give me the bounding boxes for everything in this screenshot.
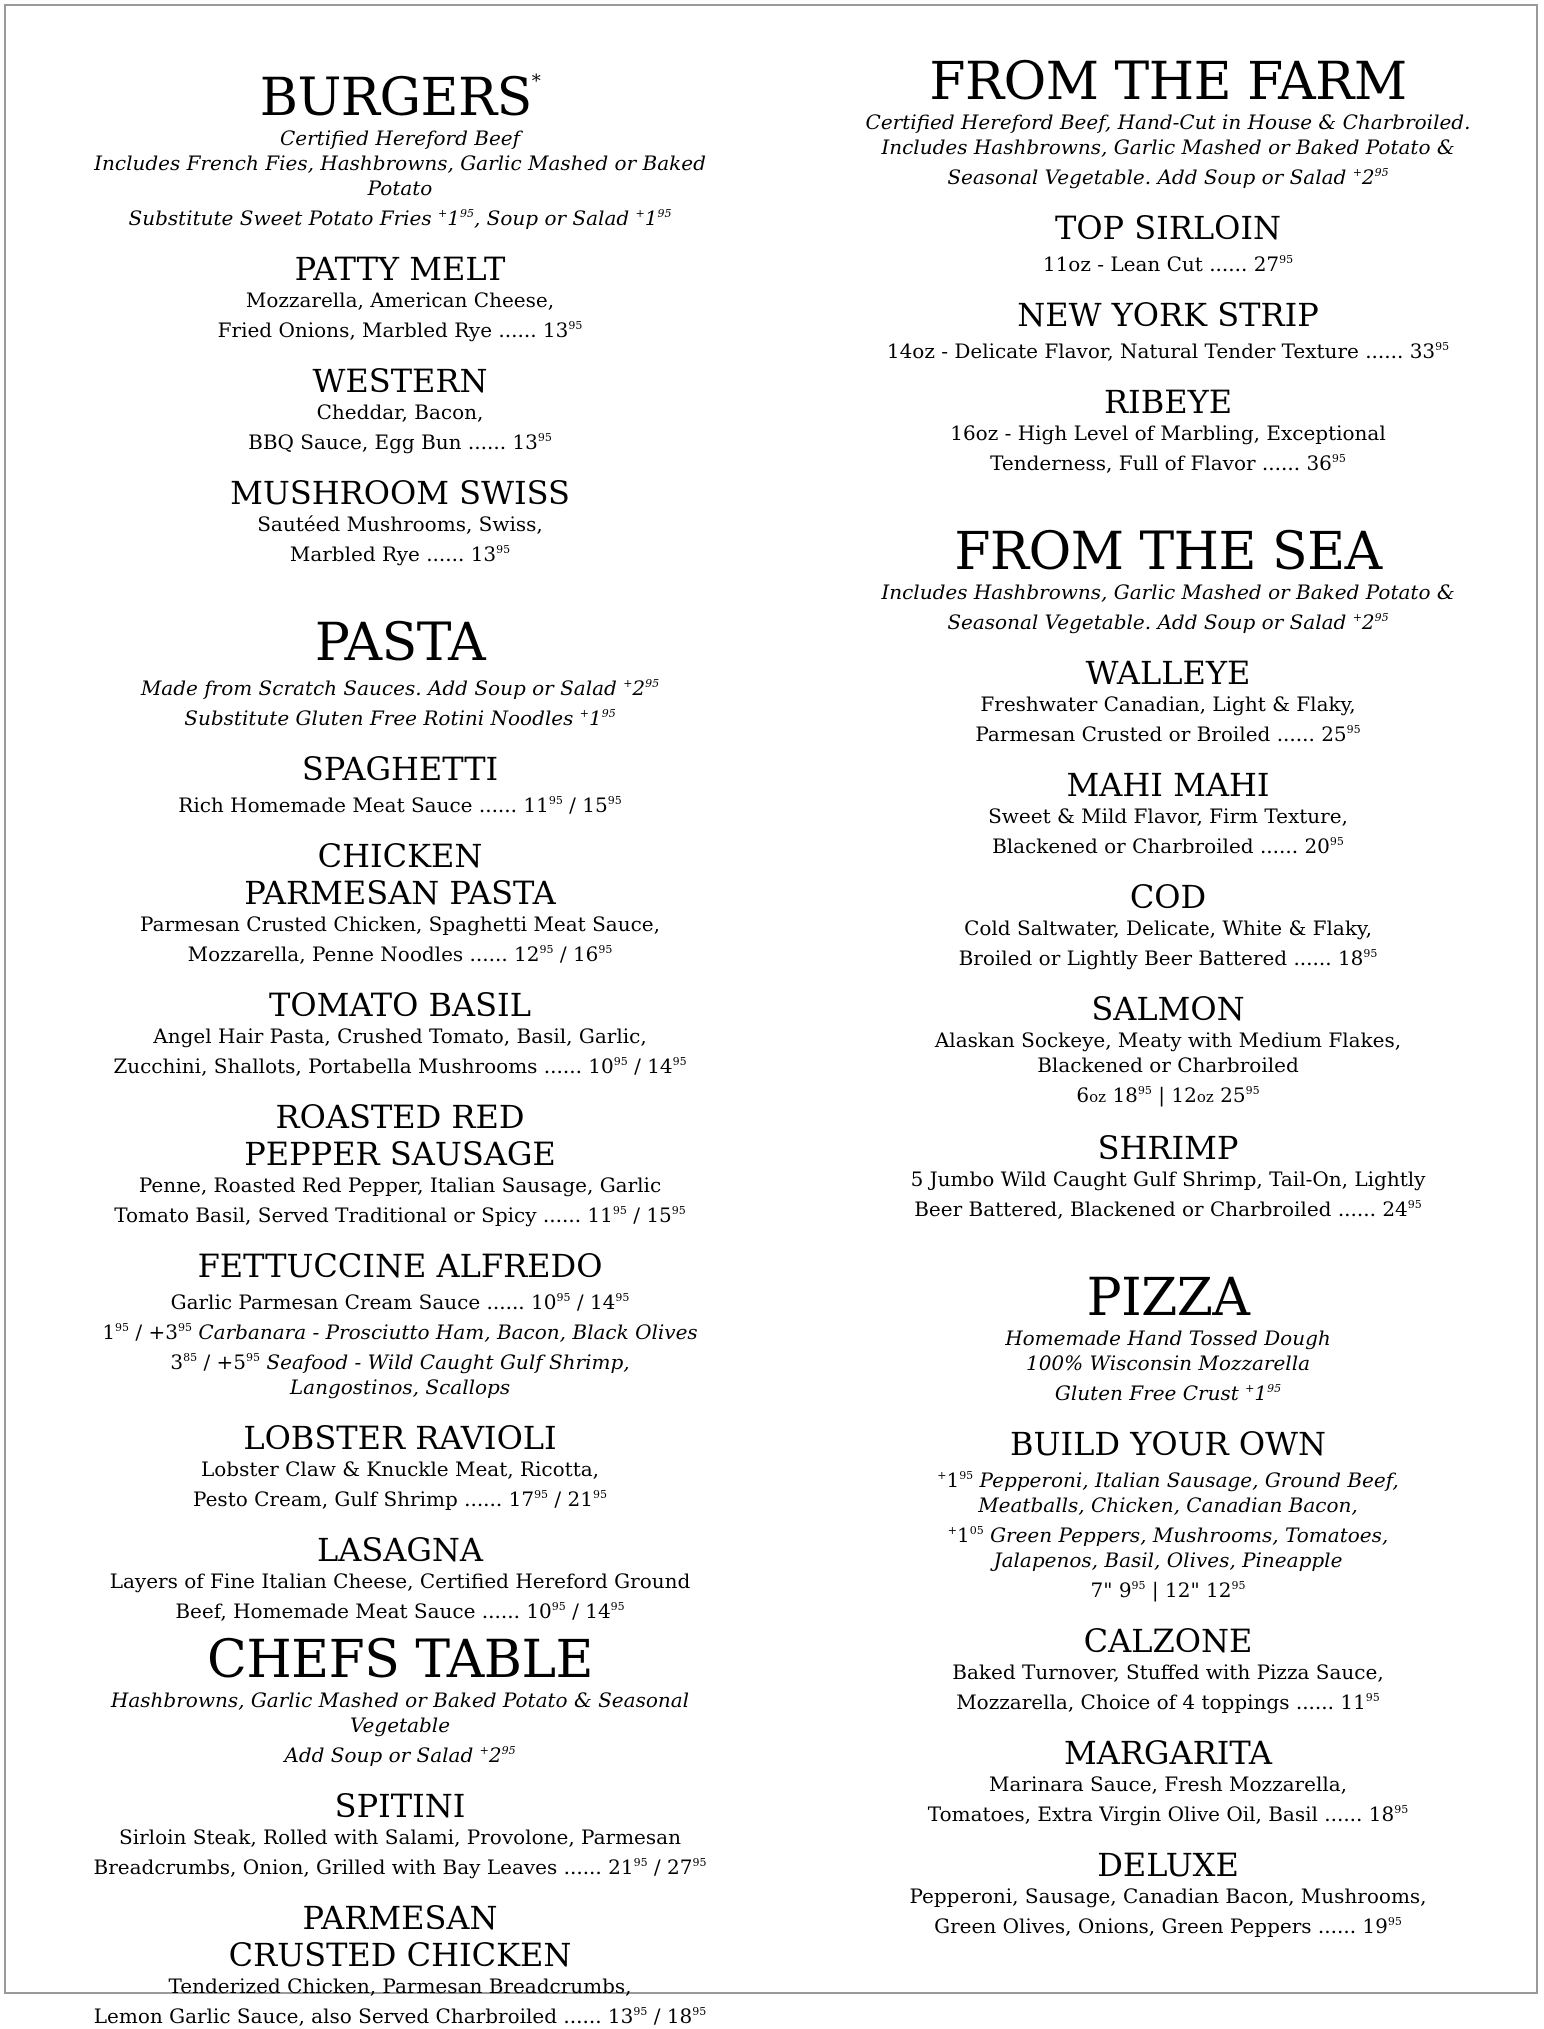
item-price-line: Rich Homemade Meat Sauce ...... $11^{95} / 15^{95}$	[178, 793, 622, 817]
section-subtitle: Certified Hereford Beef, Hand-Cut in House & Charbroiled.	[865, 110, 1471, 134]
section-title: BURGERS*	[259, 68, 541, 128]
item-name: RIBEYE	[1103, 383, 1233, 421]
item-name: MAHI MAHI	[1066, 766, 1270, 804]
item-price-line: 14oz - Delicate Flavor, Natural Tender Texture ...... $33^{95}$	[886, 339, 1450, 363]
item-name: WALLEYE	[1085, 654, 1251, 692]
item-addon-line: Langostinos, Scallops	[289, 1375, 511, 1399]
item-description: Pepperoni, Sausage, Canadian Bacon, Mushrooms,	[909, 1884, 1427, 1908]
item-name: WESTERN	[312, 362, 488, 400]
item-price-line: 7" $9^{95}$ | 12" $12^{95}$	[1090, 1578, 1246, 1602]
item-price-line: BBQ Sauce, Egg Bun ...... $13^{95}$	[248, 430, 552, 454]
item-name: TOP SIRLOIN	[1054, 209, 1282, 247]
section-subtitle: Homemade Hand Tossed Dough	[1005, 1326, 1331, 1350]
item-description: Sweet & Mild Flavor, Firm Texture,	[988, 804, 1348, 828]
item-name: CHICKEN	[317, 837, 483, 875]
item-name: SPITINI	[334, 1787, 466, 1825]
item-addon-line: $^+1^{95}$ Pepperoni, Italian Sausage, Ground Beef,	[937, 1468, 1399, 1492]
menu-item	[828, 1847, 1508, 1939]
menu-item	[828, 1735, 1508, 1827]
menu-item	[60, 838, 740, 967]
item-description: Baked Turnover, Stuffed with Pizza Sauce,	[952, 1660, 1384, 1684]
item-description: Penne, Roasted Red Pepper, Italian Sausage, Garlic	[138, 1173, 662, 1197]
item-price-line: Beer Battered, Blackened or Charbroiled ...... $24^{95}$	[914, 1197, 1422, 1221]
section-subtitle: Certified Hereford Beef	[279, 126, 521, 150]
menu-item	[60, 1420, 740, 1512]
item-name: PATTY MELT	[294, 250, 506, 288]
section-subtitle: Add Soup or Salad $^+2^{95}$	[284, 1743, 516, 1767]
item-price-line: Garlic Parmesan Cream Sauce ...... $10^{95} / 14^{95}$	[170, 1290, 630, 1314]
item-description: Angel Hair Pasta, Crushed Tomato, Basil, Garlic,	[153, 1024, 647, 1048]
item-name: COD	[1129, 878, 1207, 916]
menu-item	[828, 991, 1508, 1110]
item-description: Blackened or Charbroiled	[1037, 1053, 1299, 1077]
item-name: BUILD YOUR OWN	[1010, 1425, 1326, 1463]
item-price-line: Breadcrumbs, Onion, Grilled with Bay Leaves ...... $21^{95} / 27^{95}$	[93, 1855, 707, 1879]
item-name: NEW YORK STRIP	[1017, 296, 1319, 334]
section-title: PIZZA	[1086, 1268, 1250, 1328]
left-column	[60, 54, 740, 2029]
item-name: DELUXE	[1097, 1846, 1239, 1884]
item-name: CRUSTED CHICKEN	[228, 1936, 572, 1974]
item-description: Sirloin Steak, Rolled with Salami, Provolone, Parmesan	[119, 1825, 681, 1849]
menu-item	[60, 987, 740, 1079]
menu-item	[60, 1788, 740, 1880]
item-price-line: Fried Onions, Marbled Rye ...... $13^{95}$	[217, 318, 583, 342]
item-name: LOBSTER RAVIOLI	[243, 1419, 557, 1457]
item-description: Marinara Sauce, Fresh Mozzarella,	[988, 1772, 1348, 1796]
section-subtitle: Hashbrowns, Garlic Mashed or Baked Potato & Seasonal Vegetable	[110, 1688, 690, 1737]
item-price-line: Beef, Homemade Meat Sauce ...... $10^{95} / 14^{95}$	[175, 1599, 625, 1623]
menu-item	[828, 297, 1508, 364]
item-price-line: Pesto Cream, Gulf Shrimp ...... $17^{95} / 21^{95}$	[193, 1487, 607, 1511]
item-price-line: Tomato Basil, Served Traditional or Spicy ...... $11^{95} / 15^{95}$	[114, 1203, 686, 1227]
item-name: PEPPER SAUSAGE	[244, 1135, 556, 1173]
item-price-line: Tomatoes, Extra Virgin Olive Oil, Basil ...... $18^{95}$	[927, 1802, 1409, 1826]
item-description: Sautéed Mushrooms, Swiss,	[257, 512, 543, 536]
section-from-the-sea	[828, 524, 1508, 1222]
section-burgers	[60, 54, 740, 567]
item-addon-line: $1^{95} / +3^{95}$ Carbanara - Prosciutto Ham, Bacon, Black Olives	[102, 1320, 698, 1344]
item-price-line: 11oz - Lean Cut ...... $27^{95}$	[1042, 252, 1294, 276]
item-price-line: Mozzarella, Choice of 4 toppings ...... $11^{95}$	[956, 1690, 1380, 1714]
section-subtitle: Substitute Sweet Potato Fries $^+1^{95}$, Soup or Salad $^+1^{95}$	[128, 206, 672, 230]
section-chefs-table	[60, 1632, 740, 2029]
menu-item	[828, 210, 1508, 277]
item-price-line: Mozzarella, Penne Noodles ...... $12^{95} / 16^{95}$	[187, 942, 613, 966]
menu-item	[828, 1130, 1508, 1222]
item-name: ROASTED RED	[275, 1098, 525, 1136]
item-description: Layers of Fine Italian Cheese, Certified Hereford Ground	[109, 1569, 691, 1593]
section-title: CHEFS TABLE	[207, 1630, 593, 1690]
item-name: PARMESAN PASTA	[244, 874, 556, 912]
item-price-line: 6oz $18^{95}$ | 12oz $25^{95}$	[1076, 1083, 1260, 1107]
section-subtitle: Gluten Free Crust $^+1^{95}$	[1054, 1381, 1282, 1405]
section-subtitle: Made from Scratch Sauces. Add Soup or Salad $^+2^{95}$	[140, 676, 660, 700]
item-price-line: Lemon Garlic Sauce, also Served Charbroiled ...... $13^{95} / 18^{95}$	[93, 2004, 707, 2028]
item-addon-line: $3^{85} / +5^{95}$ Seafood - Wild Caught Gulf Shrimp,	[170, 1350, 630, 1374]
item-name: MUSHROOM SWISS	[230, 474, 570, 512]
section-subtitle: 100% Wisconsin Mozzarella	[1025, 1351, 1311, 1375]
price: 13	[470, 542, 497, 566]
menu-item	[828, 655, 1508, 747]
item-description: 5 Jumbo Wild Caught Gulf Shrimp, Tail-On, Lightly	[910, 1167, 1426, 1191]
item-description: Parmesan Crusted Chicken, Spaghetti Meat Sauce,	[140, 912, 660, 936]
item-name: SPAGHETTI	[301, 750, 499, 788]
item-name: LASAGNA	[316, 1531, 484, 1569]
section-subtitle: Includes Hashbrowns, Garlic Mashed or Baked Potato &	[881, 135, 1455, 159]
item-price-line: Broiled or Lightly Beer Battered ...... $18^{95}$	[958, 946, 1378, 970]
item-description: Alaskan Sockeye, Meaty with Medium Flakes,	[934, 1028, 1402, 1052]
section-subtitle: Substitute Gluten Free Rotini Noodles $^+1^{95}$	[184, 706, 616, 730]
menu-item	[60, 1099, 740, 1228]
item-name: TOMATO BASIL	[269, 986, 531, 1024]
item-description: Lobster Claw & Knuckle Meat, Ricotta,	[200, 1457, 600, 1481]
item-name: MARGARITA	[1063, 1734, 1273, 1772]
section-title: PASTA	[314, 613, 486, 673]
item-description: Mozzarella, American Cheese,	[245, 288, 555, 312]
item-addon-line: Meatballs, Chicken, Canadian Bacon,	[978, 1493, 1358, 1517]
menu-page	[4, 4, 1538, 2028]
section-pasta	[60, 615, 740, 1624]
item-description: 16oz - High Level of Marbling, Exceptional	[950, 421, 1386, 445]
item-price-line: Parmesan Crusted or Broiled ...... $25^{95}$	[975, 722, 1361, 746]
menu-item	[60, 251, 740, 343]
price: 13	[542, 318, 569, 342]
section-from-the-farm	[828, 54, 1508, 476]
item-description: Cold Saltwater, Delicate, White & Flaky,	[964, 916, 1372, 940]
item-description: Tenderized Chicken, Parmesan Breadcrumbs,	[168, 1974, 632, 1998]
section-subtitle: Includes French Fies, Hashbrowns, Garlic Mashed or Baked Potato	[94, 151, 706, 200]
item-name: PARMESAN	[302, 1899, 498, 1937]
item-addon-line: Jalapenos, Basil, Olives, Pineapple	[993, 1548, 1343, 1572]
item-description: Cheddar, Bacon,	[316, 400, 484, 424]
menu-item	[60, 1248, 740, 1400]
menu-item	[828, 1426, 1508, 1603]
item-price-line: Blackened or Charbroiled ...... $20^{95}$	[992, 834, 1344, 858]
section-pizza	[828, 1270, 1508, 1939]
asterisk-mark: *	[531, 71, 541, 92]
item-price-line: Tenderness, Full of Flavor ...... $36^{95}$	[990, 451, 1346, 475]
menu-item	[60, 363, 740, 455]
right-column	[828, 54, 1508, 1939]
item-price-line: Green Olives, Onions, Green Peppers ...... $19^{95}$	[934, 1914, 1402, 1938]
menu-item	[60, 751, 740, 818]
item-price-line: Marbled Rye ...... $13^{95}$	[289, 542, 511, 566]
menu-item	[828, 384, 1508, 476]
item-name: SHRIMP	[1097, 1129, 1239, 1167]
item-name: FETTUCCINE ALFREDO	[197, 1247, 603, 1285]
item-name: CALZONE	[1083, 1622, 1253, 1660]
section-subtitle: Seasonal Vegetable. Add Soup or Salad $^+2^{95}$	[947, 610, 1389, 634]
section-title: FROM THE FARM	[929, 52, 1407, 112]
price: 13	[512, 430, 538, 454]
item-name: SALMON	[1091, 990, 1245, 1028]
menu-item	[828, 767, 1508, 859]
menu-item	[828, 879, 1508, 971]
section-subtitle: Includes Hashbrowns, Garlic Mashed or Baked Potato &	[881, 580, 1455, 604]
menu-item	[60, 475, 740, 567]
section-title: FROM THE SEA	[954, 522, 1382, 582]
menu-item	[828, 1623, 1508, 1715]
item-addon-line: $^+1^{05}$ Green Peppers, Mushrooms, Tomatoes,	[947, 1523, 1389, 1547]
menu-item	[60, 1900, 740, 2029]
item-description: Freshwater Canadian, Light & Flaky,	[980, 692, 1356, 716]
menu-item	[60, 1532, 740, 1624]
section-subtitle: Seasonal Vegetable. Add Soup or Salad $^+2^{95}$	[947, 165, 1389, 189]
item-price-line: Zucchini, Shallots, Portabella Mushrooms ...... $10^{95} / 14^{95}$	[113, 1054, 687, 1078]
